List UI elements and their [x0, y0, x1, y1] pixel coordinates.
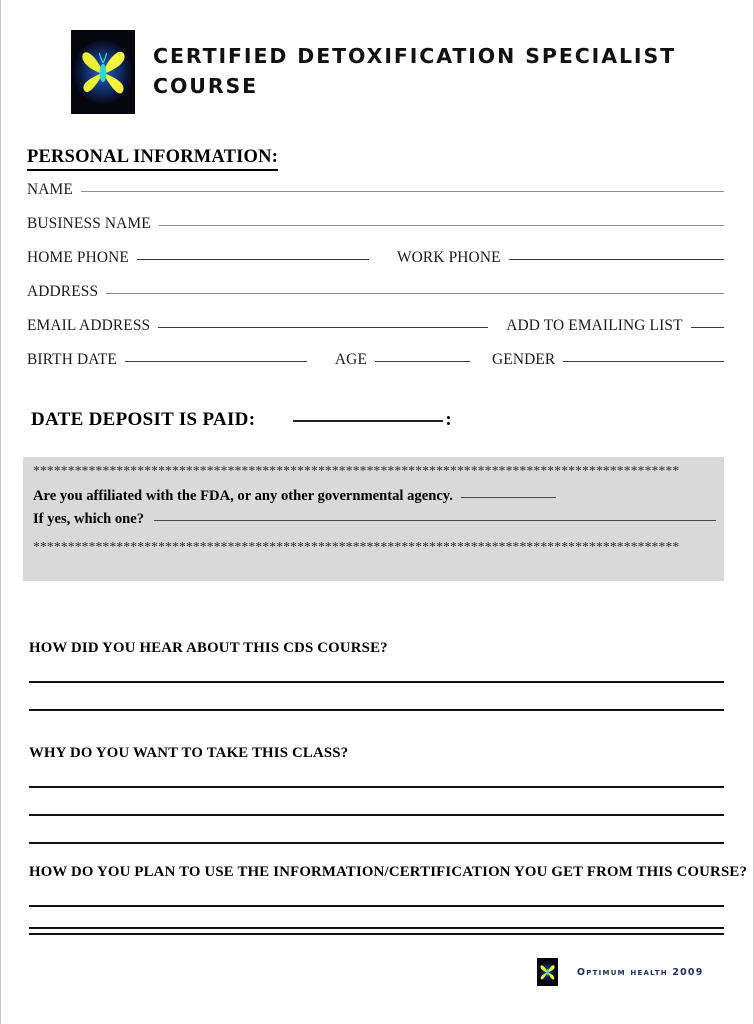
butterfly-logo-small-icon [537, 958, 558, 986]
asterisk-separator-top: ********************************************************************************************* [33, 463, 680, 478]
field-row-name [27, 181, 724, 199]
fda-question-box [23, 457, 724, 581]
document-header [71, 30, 731, 114]
question-2-title: WHY DO YOU WANT TO TAKE THIS CLASS? [29, 745, 349, 761]
question-3-title: HOW DO YOU PLAN TO USE THE INFORMATION/CERTIFICATION YOU GET FROM THIS COURSE? [29, 864, 748, 880]
address-label: ADDRESS [27, 283, 99, 300]
question-3-answer-line-1[interactable] [29, 905, 724, 907]
gender-label: GENDER [492, 351, 556, 368]
fda-affiliation-question [33, 488, 716, 505]
business-name-label: BUSINESS NAME [27, 215, 151, 232]
footer-copyright-text: Optimum health 2009 [577, 966, 704, 978]
footer-divider [29, 927, 724, 929]
question-1-title: HOW DID YOU HEAR ABOUT THIS CDS COURSE? [29, 640, 388, 656]
fda-affiliation-label: Are you affiliated with the FDA, or any other governmental agency. [33, 488, 453, 505]
name-input[interactable] [81, 191, 724, 192]
fda-which-one-label: If yes, which one? [33, 511, 145, 528]
age-label: AGE [334, 351, 368, 368]
home-phone-input[interactable] [137, 259, 369, 260]
work-phone-input[interactable] [509, 259, 724, 260]
question-2-answer-line-1[interactable] [29, 786, 724, 788]
field-row-phones [27, 249, 724, 267]
document-footer [537, 958, 703, 986]
field-row-business-name [27, 215, 724, 233]
work-phone-label: WORK PHONE [396, 249, 501, 266]
add-to-emailing-list-label: ADD TO EMAILING LIST [506, 317, 683, 334]
question-2-answer-line-3[interactable] [29, 842, 724, 844]
field-row-birth-age-gender [27, 351, 724, 369]
name-label: NAME [27, 181, 73, 198]
birth-date-input[interactable] [125, 361, 307, 362]
question-2-answer-line-2[interactable] [29, 814, 724, 816]
gender-input[interactable] [563, 361, 724, 362]
question-1-answer-line-2[interactable] [29, 709, 724, 711]
question-block-1 [29, 640, 724, 711]
deposit-date-input[interactable] [293, 420, 443, 422]
home-phone-label: HOME PHONE [27, 249, 129, 266]
fda-which-one-input[interactable] [154, 520, 716, 521]
add-to-emailing-list-input[interactable] [691, 327, 724, 328]
deposit-trailing-colon: : [445, 409, 452, 430]
fda-affiliation-input[interactable] [461, 497, 556, 498]
question-block-2 [29, 745, 724, 844]
personal-information-heading: PERSONAL INFORMATION: [27, 147, 278, 171]
address-input[interactable] [106, 293, 724, 294]
birth-date-label: BIRTH DATE [27, 351, 117, 368]
fda-which-one-question [33, 511, 716, 528]
deposit-row [31, 409, 452, 431]
question-3-answer-line-2[interactable] [29, 933, 724, 935]
business-name-input[interactable] [159, 225, 724, 226]
email-address-input[interactable] [158, 327, 488, 328]
email-address-label: EMAIL ADDRESS [27, 317, 151, 334]
butterfly-logo-icon [71, 30, 135, 114]
deposit-label: DATE DEPOSIT IS PAID: [31, 409, 256, 430]
document-title: CERTIFIED DETOXIFICATION SPECIALIST COURSE [153, 44, 676, 98]
asterisk-separator-bottom: ********************************************************************************************* [33, 539, 680, 555]
question-1-answer-line-1[interactable] [29, 681, 724, 683]
age-input[interactable] [375, 361, 470, 362]
question-block-3 [29, 864, 748, 935]
field-row-address [27, 283, 724, 301]
field-row-email [27, 317, 724, 335]
